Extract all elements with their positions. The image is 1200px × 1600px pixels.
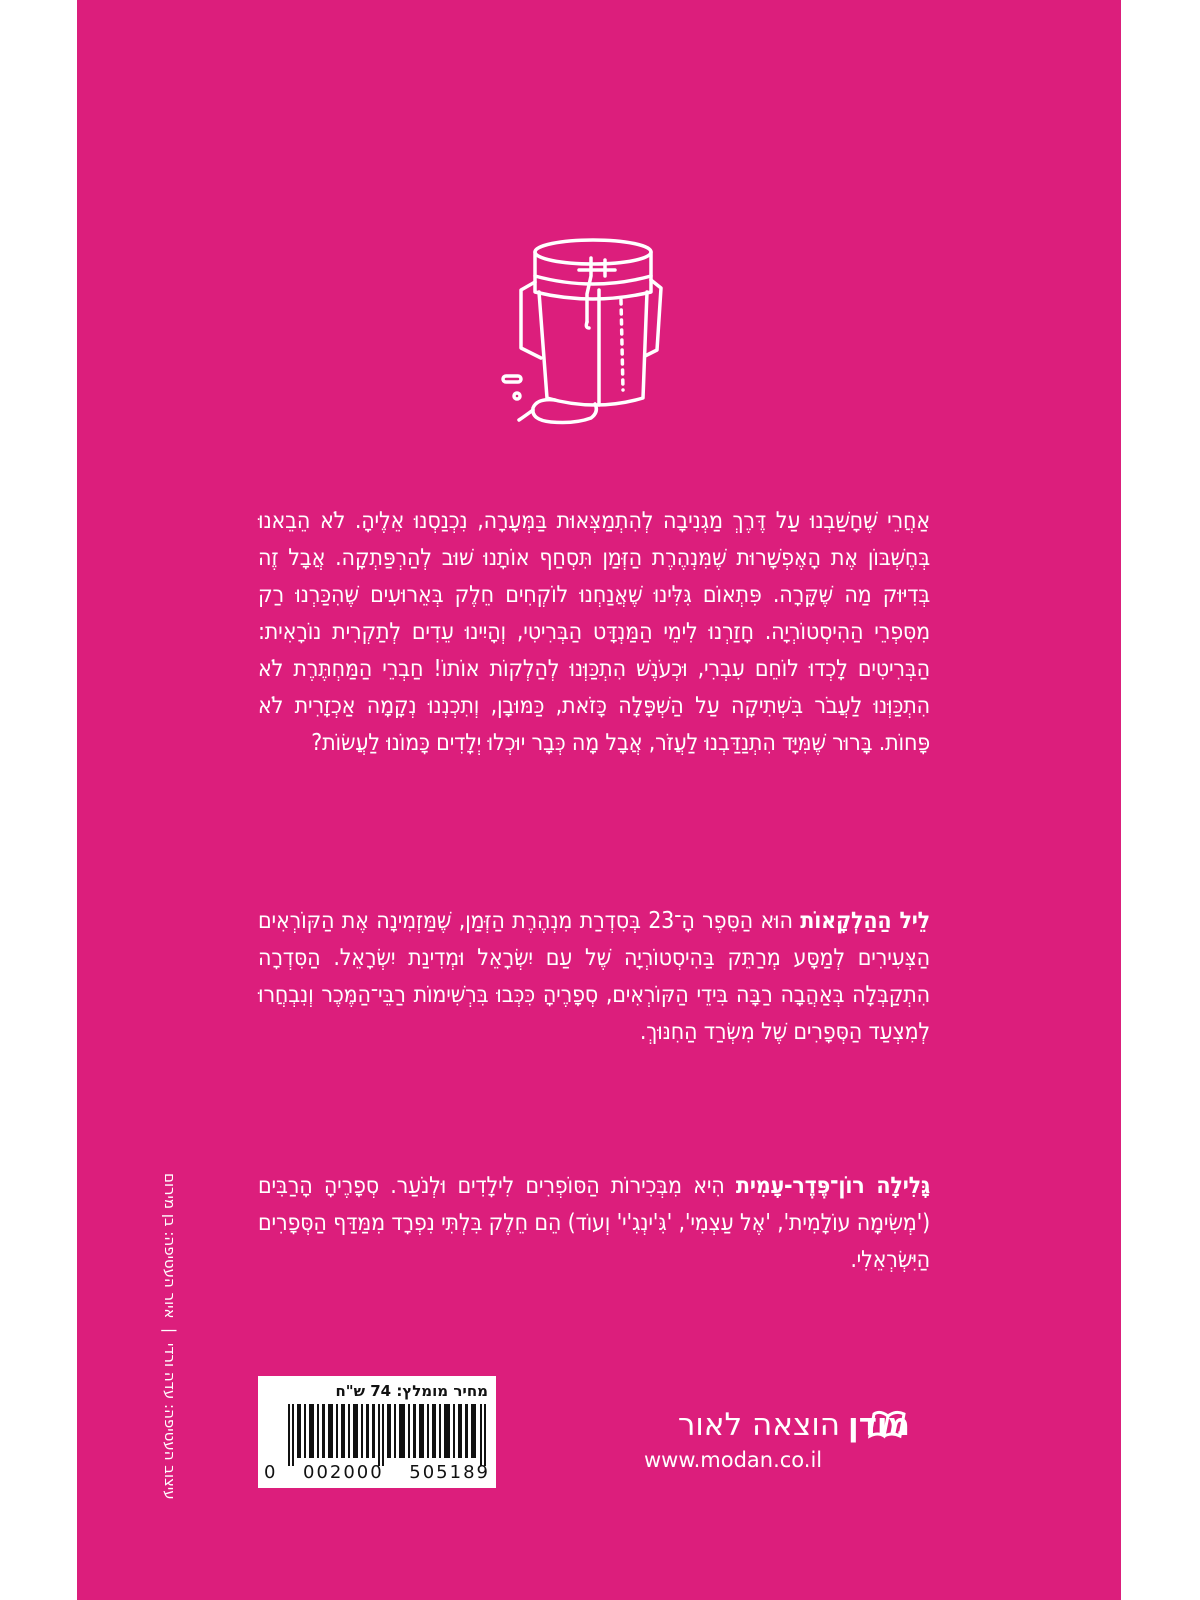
cover-design-credit: עיצוב העטיפה: עדה ורדי [161, 1343, 179, 1500]
cover-illustration-credit: איור העטיפה: בן מירום [161, 1172, 179, 1319]
barcode-icon [288, 1404, 488, 1466]
blurb-paragraph-plot: אַחֲרֵי שֶׁחָשַׁבְנוּ עַל דֶּרֶךְ מַגְנִיבָה לְהִתְמַצְּאוּת בַּמְּעָרָה, נִכְנַסְנוּ אֵלֶיהָ. לֹא הֵבֵאנוּ בְּחֶשְׁבּוֹן אֶת הָאֶפְשָׁרוּת שֶׁמִּנְהֶרֶת הַזְּמַן תִּסְחַף אוֹתָנוּ שׁוּב לְהַרְפַּתְקָה. אֲבָל זֶה בְּדִיּוּק מַה שֶּׁקָּרָה. פִּתְאוֹם גִּלִּינוּ שֶׁאֲנַחְנוּ לוֹקְחִים חֵלֶק בְּאֵרוּעִים שֶׁהִכַּרְנוּ רַק מִסִּפְרֵי הַהִיסְטוֹרְיָה. חָזַרְנוּ לִימֵי הַמַּנְדָּט הַבְּרִיטִי, וְהָיִינוּ עֵדִים לְתַקְרִית נוֹרָאִית: הַבְּרִיטִים לָכְדוּ לוֹחֵם עִבְרִי, וּכְעֹנֶשׁ הִתְכַּוְּנוּ לְהַלְקוֹת אוֹתוֹ! חַבְרֵי הַמַּחְתֶּרֶת לֹא הִתְכַּוְּנוּ לַעֲבֹר בִּשְׁתִיקָה עַל הַשְׁפָּלָה כָּזֹאת, כַּמּוּבָן, וְתִכְנְנוּ נְקָמָה אַכְזָרִית לֹא פָּחוֹת. בָּרוּר שֶׁמִּיָּד הִתְנַדַּבְנוּ לַעֲזֹר, אֲבָל מָה כְּבָר יוּכְלוּ יְלָדִים כָּמוֹנוּ לַעֲשׂוֹת? [258, 508, 930, 756]
open-book-logo-icon [866, 1408, 910, 1440]
author-bio: הִיא מִבְּכִירוֹת הַסּוֹפְרִים לִילָדִים וּלְנֹעַר. סְפָרֶיהָ הָרַבִּים ('מְשִׂימָה עוֹלָמִית', 'אֶל עַצְמִי', 'גִּ'ינְגִ'י' וְעוֹד) הֵם חֵלֶק בִּלְתִּי נִפְרָד מִמַּדַּף הַסְּפָרִים הַיִּשְׂרְאֵלִי. [258, 1173, 930, 1273]
publisher-name: מודן [848, 1407, 910, 1443]
blurb-paragraph-series [258, 903, 930, 1051]
series-description: הוּא הַסֵּפֶר הָ־23 בְּסִדְרַת מִנְהֶרֶת הַזְּמַן, שֶׁמַּזְמִינָה אֶת הַקּוֹרְאִים הַצְּעִירִים לְמַסָּע מְרַתֵּק בַּהִיסְטוֹרְיָה שֶׁל עַם יִשְׂרָאֵל וּמְדִינַת יִשְׂרָאֵל. הַסִּדְרָה הִתְקַבְּלָה בְּאַהֲבָה רַבָּה בִּידֵי הַקּוֹרְאִים, סְפָרֶיהָ כִּכְּבוּ בִּרְשִׁימוֹת רַבֵּי־הַמֶּכֶר וְנִבְחֲרוּ לְמִצְעַד הַסְּפָרִים שֶׁל מִשְׂרַד הַחִנּוּךְ. [258, 908, 930, 1045]
barcode-label [258, 1376, 496, 1488]
book-title: לֵיל הַהַלְקָאוֹת [800, 908, 931, 934]
publisher-tagline: הוצאה לאור [677, 1407, 841, 1443]
blurb-paragraph-author [258, 1168, 930, 1279]
publisher-logo [600, 1405, 910, 1445]
barcode-number: 0 002000 505189 [264, 1462, 490, 1483]
cover-credits [150, 1090, 190, 1500]
recommended-price: מחיר מומלץ: 74 ש"ח [335, 1382, 488, 1400]
paint-bucket-spilling-icon [495, 230, 665, 430]
author-name: גָּלִילָה רוֹן־פֶּדֶר-עָמִית [735, 1173, 930, 1199]
publisher-website[interactable]: www.modan.co.il [644, 1448, 823, 1472]
credits-separator: | [161, 1328, 179, 1334]
